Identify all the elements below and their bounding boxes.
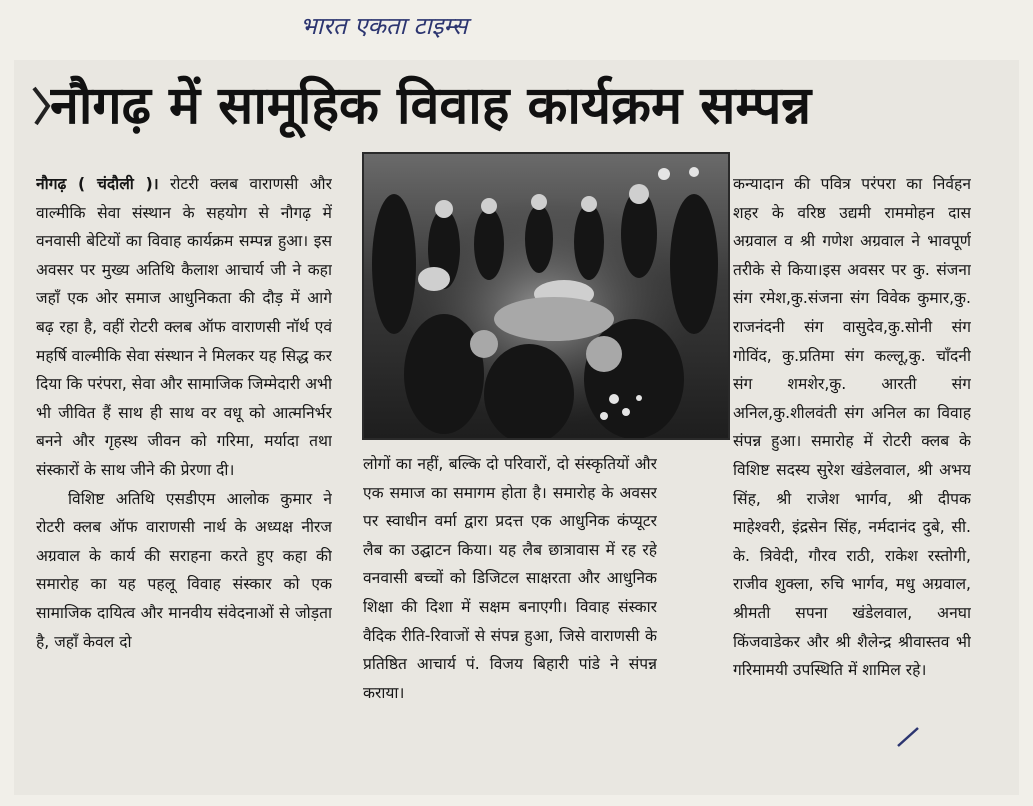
handwritten-source-note: भारत एकता टाइम्स (300, 12, 468, 40)
column-1-paragraph-2: विशिष्ट अतिथि एसडीएम आलोक कुमार ने रोटरी क्लब ऑफ वाराणसी नार्थ के अध्यक्ष नीरज अग्रवाल के कार्य की सराहना करते हुए कहा की समारोह का यह पहलू विवाह संस्कार को एक सामाजिक दायित्व और मानवीय संवेदनाओं से जोड़ता है, जहाँ केवल दो (36, 489, 332, 651)
article-column-2 (363, 450, 657, 754)
article-column-1 (36, 170, 332, 762)
column-3-text: कन्यादान की पवित्र परंपरा का निर्वहन शहर के वरिष्ठ उद्यमी राममोहन दास अग्रवाल व श्री गणेश अग्रवाल ने भावपूर्ण तरीके से किया।इस अवसर पर कु. संजना संग रमेश,कु.संजना संग विवेक कुमार,कु. राजनंदनी संग वासुदेव,कु.सोनी संग गोविंद, कु.प्रतिमा संग कल्लू,कु. चाँदनी संग शमशेर,कु. आरती संग अनिल,कु.शीलवंती संग अनिल का विवाह संपन्न हुआ। समारोह में रोटरी क्लब के विशिष्ट सदस्य सुरेश खंडेलवाल, श्री अभय सिंह, श्री राजेश भार्गव, श्री दीपक माहेश्वरी, इंद्रसेन सिंह, नर्मदानंद दुबे, सी. के. त्रिवेदी, गौरव राठी, राकेश रस्तोगी, राजीव शुक्ला, रुचि भार्गव, मधु अग्रवाल, श्रीमती सपना खंडेलवाल, अनघा किंजवाडेकर और श्री शैलेन्द्र श्रीवास्तव भी गरिमामयी उपस्थिति में शामिल रहे। (733, 175, 971, 680)
column-1-text: रोटरी क्लब वाराणसी और वाल्मीकि सेवा संस्थान के सहयोग से नौगढ़ में वनवासी बेटियों का विवाह कार्यक्रम सम्पन्न हुआ। इस अवसर पर मुख्य अतिथि कैलाश आचार्य जी ने कहा जहाँ एक ओर समाज आधुनिकता की दौड़ में आगे बढ़ रहा है, वहीं रोटरी क्लब ऑफ वाराणसी नॉर्थ एवं महर्षि वाल्मीकि सेवा संस्थान ने मिलकर यह सिद्ध कर दिया कि परंपरा, सेवा और सामाजिक जिम्मेदारी अभी भी जीवित हैं साथ ही साथ वर वधू को आत्मनिर्भर बनने और गृहस्थ जीवन को गरिमा, मर्यादा तथा संस्कारों के साथ जीने की प्रेरणा दी। (36, 175, 332, 479)
dateline: नौगढ़ ( चंदौली )। (36, 175, 159, 193)
wedding-ceremony-photo (362, 152, 730, 440)
article-column-3 (733, 170, 971, 754)
headline-mark-icon (30, 84, 52, 128)
headline: नौगढ़ में सामूहिक विवाह कार्यक्रम सम्पन्न (50, 76, 812, 136)
pen-tick-mark-icon (896, 726, 920, 748)
column-2-text: लोगों का नहीं, बल्कि दो परिवारों, दो संस्कृतियों और एक समाज का समागम होता है। समारोह के अवसर पर स्वाधीन वर्मा द्वारा प्रदत्त एक आधुनिक कंप्यूटर लैब का उद्घाटन किया। यह लैब छात्रावास में रह रहे वनवासी बच्चों को डिजिटल साक्षरता और आधुनिक शिक्षा की दिशा में सक्षम बनाएगी। विवाह संस्कार वैदिक रीति-रिवाजों से संपन्न हुआ, जिसे वाराणसी के प्रतिष्ठित आचार्य पं. विजय बिहारी पांडे ने संपन्न कराया। (363, 455, 657, 702)
